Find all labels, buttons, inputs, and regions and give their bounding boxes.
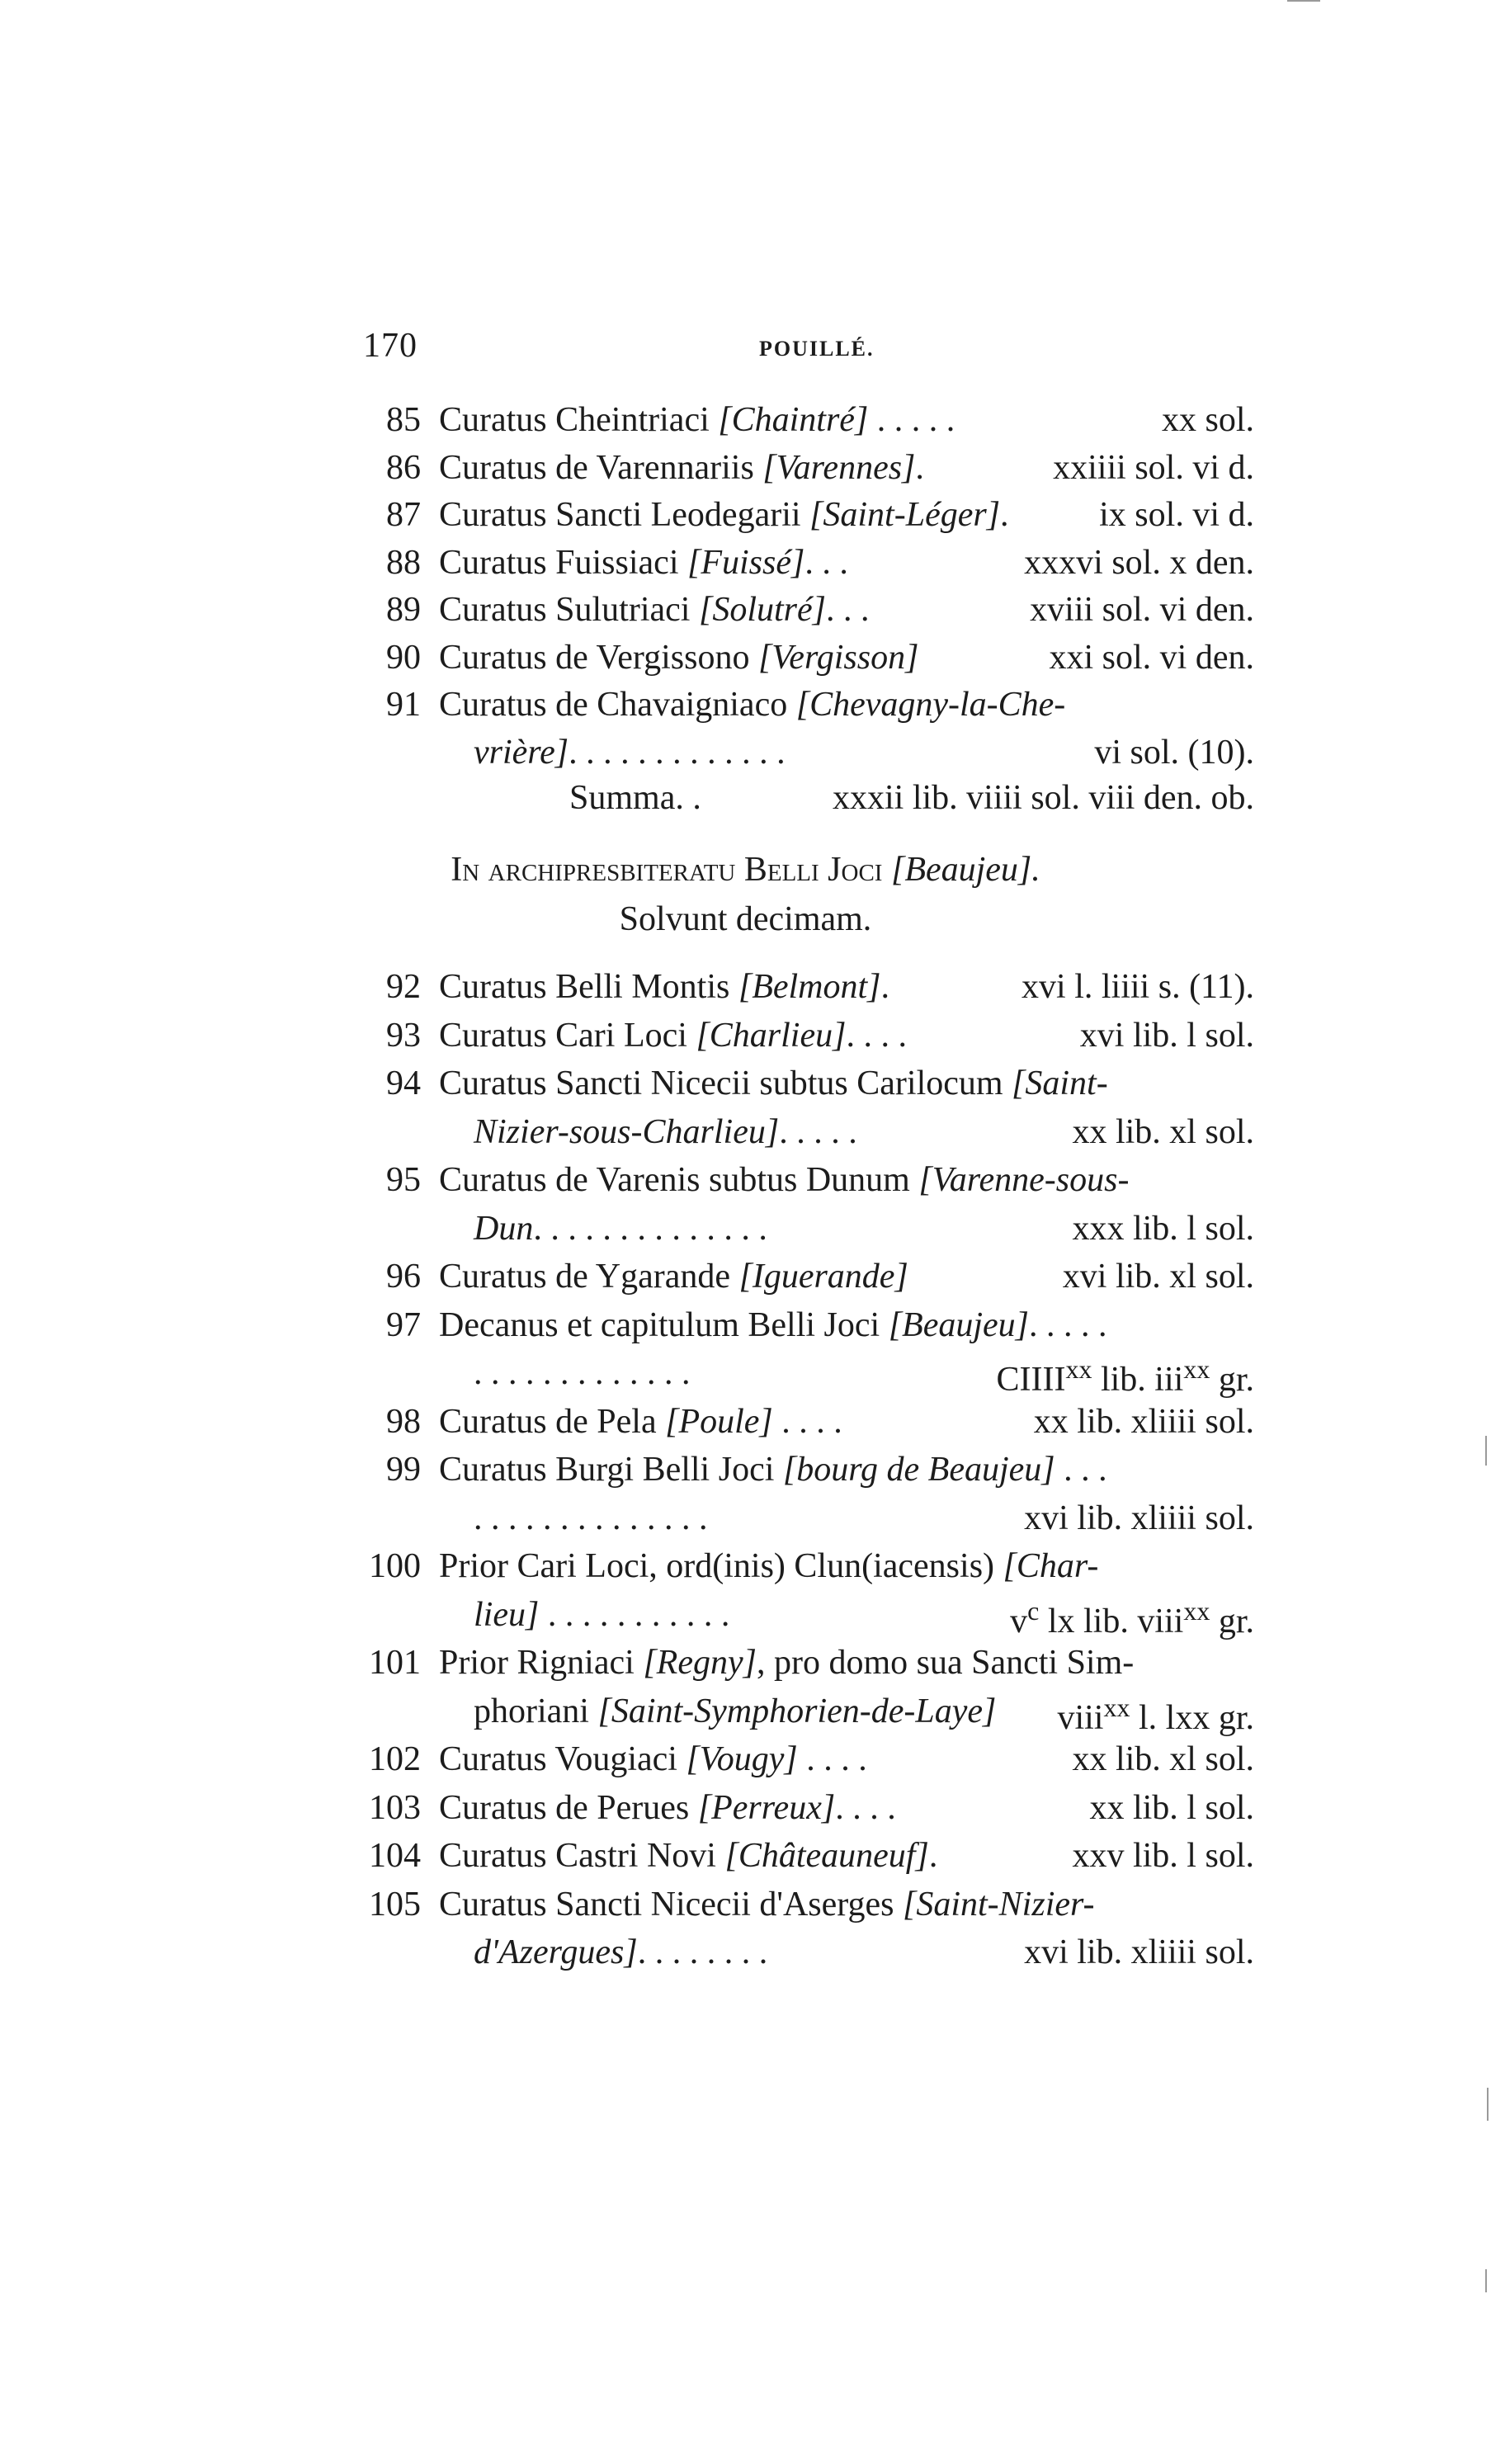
entry-text [439,1839,937,1873]
summa-label: Summa. . [569,779,701,817]
summa-amount: xxxii lib. viiii sol. viii den. ob. [832,779,1254,817]
entry-name: Curatus de Pela [439,1402,666,1441]
entry-name: Prior Rigniaci [439,1644,644,1682]
entry-amount: , pro domo sua Sancti Sim- [756,1644,1135,1682]
entry-dots: . . . . [797,1740,867,1778]
entry-text [439,1066,1108,1101]
entry-gloss: lieu] [474,1595,540,1634]
entry-gloss: [Perreux] [697,1788,836,1827]
entry-text [439,687,1065,722]
entry-number: 99 [386,1451,421,1489]
entry-number: 102 [369,1740,421,1778]
entry-number: 98 [386,1402,421,1441]
entry-gloss: [Iguerande] [738,1258,908,1296]
entry-amount: xx lib. xl sol. [1072,1112,1254,1151]
entry-dots: . . . . . [1028,1305,1107,1344]
entry-number: 86 [386,448,421,487]
entry-name: Curatus de Ygarande [439,1258,739,1296]
entry-gloss: [Varenne-sous- [918,1161,1130,1199]
entry-number: 96 [386,1258,421,1296]
entry-number: 93 [386,1016,421,1055]
page-number: 170 [363,327,418,365]
entry-dots: . [1000,496,1009,534]
entry-amount: xxxvi sol. x den. [1024,543,1254,582]
entry-amount: xvi lib. xliiii sol. [1024,1499,1254,1537]
entry-text [439,498,1009,532]
entry-dots: . . . . [835,1788,896,1827]
entry-name: Prior Cari Loci, ord(inis) Clun(iacensis) [439,1547,1003,1585]
entry-text [439,545,848,580]
entry-text [474,735,786,770]
entry-gloss: [Chaintré] [718,401,869,439]
entry-number: 88 [386,543,421,582]
entry-amount: xvi l. liiii s. (11). [1022,968,1254,1006]
entry-name: Curatus Sancti Nicecii d'Aserges [439,1885,903,1924]
entry-name: Curatus de Varenis subtus Dunum [439,1161,919,1199]
entry-text [439,1259,908,1294]
entry-dots: . . . [825,591,870,629]
entry-name: phoriani [474,1692,598,1730]
entry-gloss: [Saint-Nizier- [903,1885,1095,1924]
entry-text [439,1549,1098,1584]
entry-gloss: Dun [474,1209,534,1248]
entry-number: 97 [386,1305,421,1344]
entry-number: 105 [369,1885,421,1924]
entry-gloss: [Regny] [643,1644,757,1682]
entry-amount: xx sol. [1161,401,1254,439]
entry-text [439,1163,1129,1197]
entry-name: Curatus de Vergissono [439,638,758,677]
entry-dots: . . . . . . . . . . . . . [569,733,786,772]
entry-text [439,1018,907,1053]
entry-dots: . . . . . [868,401,955,439]
entry-gloss: Nizier-sous-Charlieu] [474,1112,780,1151]
entry-text [439,1742,867,1777]
entry-number: 92 [386,968,421,1006]
entry-text [474,1356,691,1390]
entry-text [439,1645,1134,1680]
entry-gloss: [Chevagny-la-Che- [795,686,1066,724]
entry-name: Curatus de Perues [439,1788,698,1827]
entry-dots: . . . . . . . . . . . [539,1595,730,1634]
entry-dots: . . . . . . . . [637,1933,768,1971]
entry-name: Curatus Fuissiaci [439,543,687,582]
section-title-gloss: [Beaujeu]. [890,851,1040,889]
entry-text [439,448,924,487]
entry-dots: . . . . . [779,1112,857,1151]
entry-number: 101 [369,1644,421,1682]
entry-number: 90 [386,638,421,677]
entry-gloss: [Solutré] [698,591,826,629]
entry-gloss: [Belmont] [738,968,881,1006]
entry-number: 104 [369,1837,421,1875]
entry-gloss: [Saint-Léger] [809,496,1001,534]
entry-name: Curatus Sancti Leodegarii [439,496,810,534]
entry-gloss: [Saint-Symphorien-de-Laye] [597,1692,997,1730]
entry-gloss: [Châteauneuf] [724,1837,929,1875]
section-title [0,850,1491,890]
entry-text [474,1112,857,1151]
entry-amount: xvi lib. l sol. [1079,1016,1254,1055]
entry-amount: $v^c$ lx lib. viii$^{xx}$ gr. [1010,1595,1254,1640]
entry-amount: xvi lib. xl sol. [1062,1258,1254,1296]
entry-text [439,1887,1095,1922]
entry-gloss: vrière] [474,733,569,772]
entry-amount: xxv lib. l sol. [1072,1837,1254,1875]
entry-amount: viii$^{xx}$ l. lxx gr. [1057,1692,1254,1737]
running-title: POUILLÉ. [759,337,875,361]
entry-amount: ix sol. vi d. [1099,496,1254,534]
entry-gloss: [Saint- [1012,1064,1108,1102]
entry-text [439,640,918,675]
entry-dots: . . . [1055,1451,1107,1489]
section-title-text: In archipresbiteratu Belli Joci [451,851,891,889]
entry-text [474,1694,996,1729]
entry-gloss: [Varennes] [762,448,916,487]
entry-dots: . . . . . . . . . . . . . . [533,1209,767,1248]
entry-name: Curatus Burgi Belli Joci [439,1451,783,1489]
entry-dots: . [928,1837,938,1875]
entry-gloss: [Char- [1003,1547,1099,1585]
entry-text [474,1935,767,1970]
entry-text [439,1305,1107,1344]
entry-number: 85 [386,401,421,439]
entry-name: Curatus Sancti Nicecii subtus Carilocum [439,1064,1012,1102]
entry-name: Curatus de Chavaigniaco [439,686,796,724]
entry-text [439,970,889,1004]
entry-dots: . . . . . . . . . . . . . . [474,1499,708,1537]
entry-gloss: [Vergisson] [757,638,919,677]
entry-name: Decanus et capitulum Belli Joci [439,1305,889,1344]
entry-text [439,403,955,437]
entry-name: Curatus Vougiaci [439,1740,687,1778]
entry-gloss: [Poule] [665,1402,773,1441]
entry-dots: . [880,968,890,1006]
entry-amount: CIIII$^{xx}$ lib. iii$^{xx}$ gr. [996,1354,1254,1399]
entry-gloss: [bourg de Beaujeu] [782,1451,1055,1489]
entry-gloss: d'Azergues] [474,1933,638,1971]
entry-gloss: [Charlieu] [696,1016,847,1055]
entry-number: 87 [386,496,421,534]
page-header [363,326,1254,375]
entry-number: 91 [386,686,421,724]
entry-amount: xxi sol. vi den. [1049,638,1254,677]
entry-text [439,1452,1107,1487]
entry-dots: . [915,448,924,487]
entry-amount: xx lib. l sol. [1089,1788,1254,1827]
entry-dots: . . . [804,543,848,582]
entry-dots: . . . . [772,1402,842,1441]
entry-dots: . . . . . . . . . . . . . [474,1354,691,1392]
entry-number: 95 [386,1161,421,1199]
scan-mark [1487,2088,1489,2121]
entry-amount: xx lib. xliiii sol. [1033,1402,1254,1441]
entry-gloss: [Fuissé] [687,543,805,582]
entry-gloss: [Vougy] [686,1740,798,1778]
entry-amount: xvi lib. xliiii sol. [1024,1933,1254,1971]
entry-number: 89 [386,591,421,629]
scan-mark [1287,0,1320,2]
entry-gloss: [Beaujeu] [888,1305,1029,1344]
entry-text [474,1501,708,1536]
entry-amount: xxx lib. l sol. [1072,1209,1254,1248]
entry-name: Curatus de Varennariis [439,448,763,487]
entry-amount: xviii sol. vi den. [1030,591,1254,629]
entry-number: 103 [369,1788,421,1827]
scan-mark [1485,1436,1487,1466]
entry-name: Curatus Cheintriaci [439,401,719,439]
entry-number: 100 [369,1547,421,1585]
entry-text [474,1595,730,1634]
entry-amount: xxiiii sol. vi d. [1053,448,1254,487]
entry-text [474,1211,767,1246]
entry-name: Curatus Cari Loci [439,1016,696,1055]
entry-number: 94 [386,1064,421,1102]
entry-name: Curatus Belli Montis [439,968,738,1006]
section-subtitle: Solvunt decimam. [619,900,872,938]
entry-amount: xx lib. xl sol. [1072,1740,1254,1778]
entry-amount: vi sol. (10). [1094,733,1254,772]
entry-name: Curatus Castri Novi [439,1837,725,1875]
entry-name: Curatus Sulutriaci [439,591,699,629]
entry-text [439,1788,896,1827]
entry-text [439,592,869,627]
entry-dots: . . . . [846,1016,907,1055]
scan-mark [1485,2269,1487,2292]
summa-line [569,781,1254,815]
entry-text [439,1404,842,1439]
